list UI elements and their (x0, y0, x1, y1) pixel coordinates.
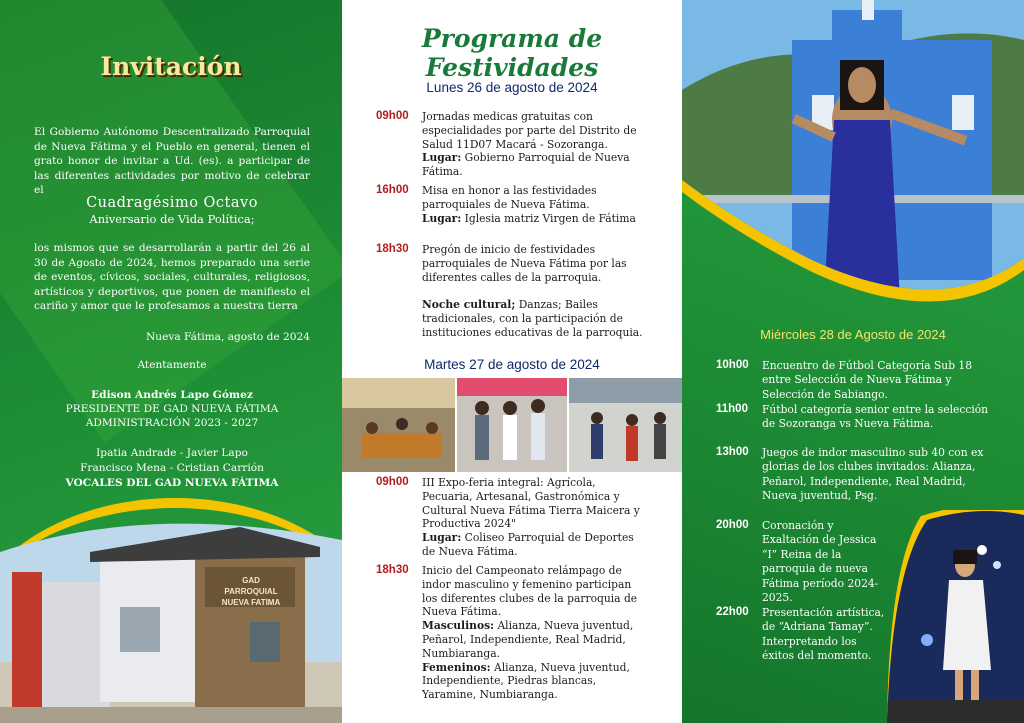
parish-building-photo (0, 512, 342, 723)
building-sign-line1: GAD (242, 576, 260, 585)
event-place: Alianza, Nueva juventud, Peñarol, Independiente, Real Madrid, Numbiaranga. (422, 619, 634, 660)
event-time: 20h00 (716, 519, 749, 531)
building-sign-line3: NUEVA FATIMA (221, 598, 281, 607)
signer-role2: ADMINISTRACIÓN 2023 - 2027 (85, 417, 259, 429)
day3-heading: Miércoles 28 de Agosto de 2024 (760, 327, 946, 342)
invitation-title: Invitación (100, 52, 242, 81)
event-label: Femeninos: (422, 660, 491, 674)
signer-name: Edison Andrés Lapo Gómez (91, 389, 253, 401)
event-time: 13h00 (716, 446, 749, 458)
event-time: 11h00 (716, 403, 748, 415)
event-label: Lugar: (422, 531, 462, 545)
expo-photos (342, 378, 682, 472)
event-time: 18h30 (376, 564, 409, 576)
wednesday-panel (682, 0, 1024, 723)
anniversary-line1: Cuadragésimo Octavo (86, 195, 258, 211)
vocales-line1: Ipatia Andrade - Javier Lapo (96, 447, 248, 459)
event-time: 09h00 (376, 110, 409, 122)
event-text: Juegos de indor masculino sub 40 con ex glorias de los clubes invitados: Alianza, Peñarol, Independiente, Real Madrid, Nueva juventud, Psg. (762, 446, 984, 503)
event-time: 18h30 (376, 243, 409, 255)
church-queen-photo (682, 0, 1024, 320)
event-text: Fútbol categoría senior entre la selección de Sozoranga vs Nueva Fátima. (762, 403, 989, 431)
invitation-panel (0, 0, 342, 723)
event-place: Coliseo Parroquial de Deportes de Nueva Fátima. (422, 531, 634, 558)
event-place: Iglesia matriz Virgen de Fátima (464, 211, 636, 225)
event-time: 10h00 (716, 359, 749, 371)
closing: Atentamente (137, 359, 207, 371)
event-text: Misa en honor a las festividades parroquiales de Nueva Fátima. (422, 184, 597, 211)
signer-role1: PRESIDENTE DE GAD NUEVA FÁTIMA (65, 403, 279, 415)
event-place: Gobierno Parroquial de Nueva Fátima. (422, 151, 630, 179)
event-label: Masculinos: (422, 619, 495, 633)
event-text: Jornadas medicas gratuitas con especialidades por parte del Distrito de Salud 11D07 Macará - Sozoranga. (422, 110, 637, 151)
program-panel (342, 0, 682, 723)
event-time: 22h00 (716, 606, 749, 618)
event-place: Alianza, Nueva juventud, Independiente, Piedras blancas, Yaramine, Numbiaranga. (422, 660, 630, 702)
day1-heading: Lunes 26 de agosto de 2024 (426, 80, 598, 95)
event-label: Noche cultural; (422, 298, 516, 312)
building-sign-line2: PARROQUIAL (224, 587, 278, 596)
event-time: 09h00 (376, 476, 409, 488)
event-label: Lugar: (422, 211, 462, 225)
event-text: Encuentro de Fútbol Categoría Sub 18 entre Selección de Nueva Fátima y Selección de Sabiango. (762, 359, 973, 401)
place-date: Nueva Fátima, agosto de 2024 (145, 331, 310, 343)
event-text: Pregón de inicio de festividades parroquiales de Nueva Fátima por las diferentes calles de la parroquia. (422, 243, 627, 284)
singer-photo (887, 510, 1024, 723)
event-text: III Expo-feria integral: Agrícola, Pecuaria, Artesanal, Gastronómica y Cultural Nueva Fátima Tierra Maicera y Productiva 2024" (422, 476, 640, 531)
body-text: los mismos que se desarrollarán a partir del 26 al 30 de Agosto de 2024, hemos preparado una serie de eventos, cívicos, sociales, culturales, religiosos, artísticos y deportivos, que ponen de manifiesto el cariño y amor que le profesamos a nuestra tierra (34, 242, 310, 313)
event-place: Danzas; Bailes tradicionales, con la participación de instituciones educativas de la parroquia. (422, 298, 643, 339)
event-text: Presentación artística, de “Adriana Tamay”. Interpretando los éxitos del momento. (762, 606, 885, 663)
intro-text: El Gobierno Autónomo Descentralizado Parroquial de Nueva Fátima y el Pueblo en general, tienen el grato honor de invitar a Ud. (es). a participar de las diferentes actividades por motivo de celebrar el (34, 126, 310, 197)
vocales-title: VOCALES DEL GAD NUEVA FÁTIMA (65, 477, 279, 489)
anniversary-line2: Aniversario de Vida Política; (89, 212, 255, 226)
program-title: Programa de Festividades (421, 24, 603, 82)
event-time: 16h00 (376, 184, 409, 196)
vocales-line2: Francisco Mena - Cristian Carrión (80, 462, 264, 474)
event-label: Lugar: (422, 151, 462, 165)
day2-heading: Martes 27 de agosto de 2024 (424, 357, 600, 372)
event-text: Inicio del Campeonato relámpago de indor masculino y femenino participan los diferentes clubes de la parroquia de Nueva Fátima. (422, 564, 638, 619)
event-text: Coronación y Exaltación de Jessica “I” Reina de la parroquia de nueva Fátima período 2024-2025. (762, 519, 879, 605)
